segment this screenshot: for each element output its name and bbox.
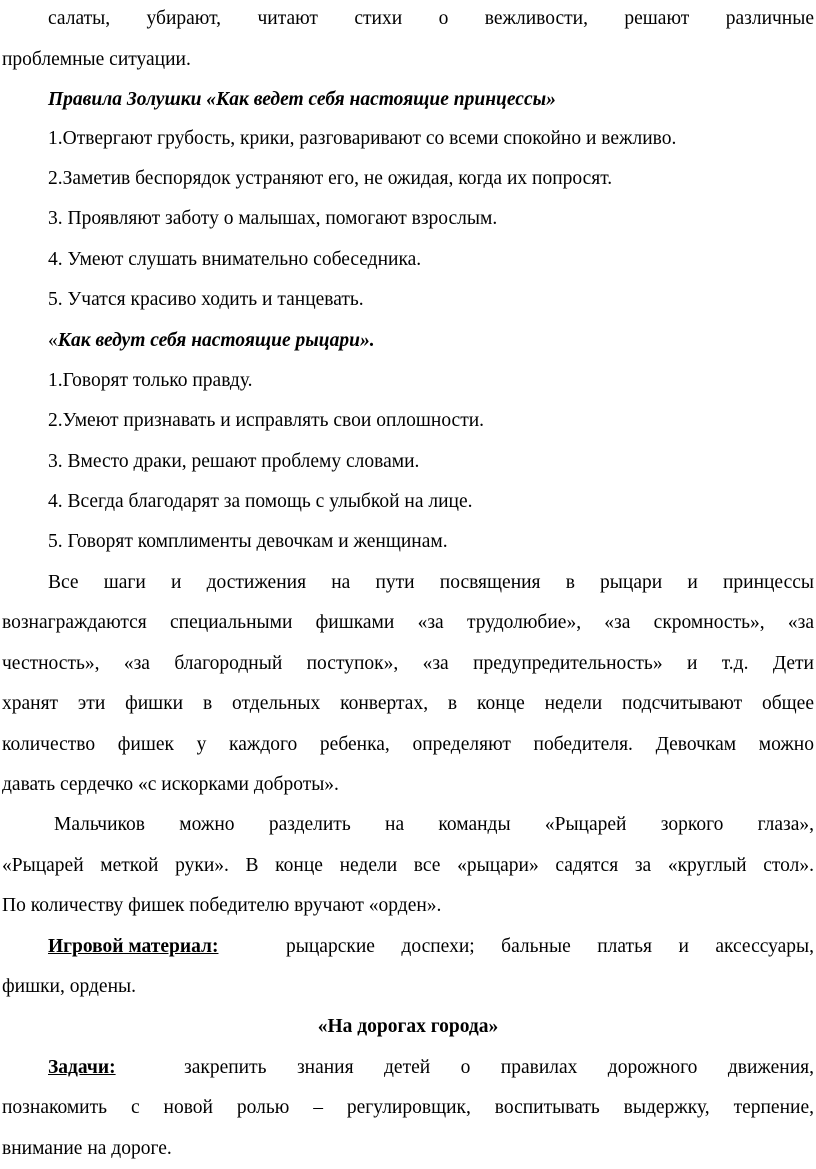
rewards-line-5: количество фишек у каждого ребенка, определяют победителя. Девочкам можно — [2, 734, 814, 755]
knight-rule-4: 4. Всегда благодарят за помощь с улыбкой на лице. — [48, 491, 473, 512]
knight-rule-3: 3. Вместо драки, решают проблему словами. — [48, 451, 420, 472]
rewards-line-2: вознаграждаются специальными фишками «за трудолюбие», «за скромность», «за — [2, 612, 814, 633]
knight-rule-5: 5. Говорят комплименты девочкам и женщинам. — [48, 531, 448, 552]
tasks-line-1 — [48, 1047, 814, 1088]
knight-rule-1: 1.Говорят только правду. — [48, 370, 253, 391]
princess-rule-2: 2.Заметив беспорядок устраняют его, не ожидая, когда их попросят. — [48, 168, 613, 189]
intro-line-2: проблемные ситуации. — [2, 49, 191, 70]
teams-line-1: Мальчиков можно разделить на команды «Рыцарей зоркого глаза», — [54, 814, 814, 835]
knight-heading-text: Как ведут себя настоящие рыцари». — [57, 330, 375, 351]
rewards-line-1: Все шаги и достижения на пути посвящения в рыцари и принцессы — [48, 572, 814, 593]
intro-line-1: салаты, убирают, читают стихи о вежливости, решают различные — [48, 8, 814, 29]
teams-line-2: «Рыцарей меткой руки». В конце недели все «рыцари» садятся за «круглый стол». — [2, 855, 814, 876]
tasks-label: Задачи: — [48, 1057, 116, 1078]
knight-heading-quote: « — [48, 330, 58, 351]
tasks-line-3: внимание на дороге. — [2, 1138, 172, 1159]
section-title: «На дорогах города» — [317, 1016, 499, 1037]
princess-rule-1: 1.Отвергают грубость, крики, разговаривают со всеми спокойно и вежливо. — [48, 128, 677, 149]
knight-rule-2: 2.Умеют признавать и исправлять свои оплошности. — [48, 410, 485, 431]
princess-rule-3: 3. Проявляют заботу о малышах, помогают взрослым. — [48, 208, 498, 229]
princess-rules-heading: Правила Золушки «Как ведет себя настоящие принцессы» — [48, 89, 556, 110]
game-material-line-1 — [48, 926, 814, 967]
rewards-line-6: давать сердечко «с искорками доброты». — [2, 774, 339, 795]
game-material-line-2: фишки, ордены. — [2, 976, 136, 997]
tasks-text: закрепить знания детей о правилах дорожного движения, — [184, 1057, 814, 1078]
princess-rule-5: 5. Учатся красиво ходить и танцевать. — [48, 289, 364, 310]
game-material-label: Игровой материал: — [48, 936, 219, 957]
teams-line-3: По количеству фишек победителю вручают «орден». — [2, 895, 442, 916]
game-material-text: рыцарские доспехи; бальные платья и аксессуары, — [286, 936, 814, 957]
rewards-line-3: честность», «за благородный поступок», «за предупредительность» и т.д. Дети — [2, 653, 814, 674]
tasks-line-2: познакомить с новой ролью – регулировщик, воспитывать выдержку, терпение, — [2, 1097, 814, 1118]
princess-rule-4: 4. Умеют слушать внимательно собеседника. — [48, 249, 422, 270]
rewards-line-4: хранят эти фишки в отдельных конвертах, в конце недели подсчитывают общее — [2, 693, 814, 714]
knight-rules-heading — [48, 320, 816, 361]
